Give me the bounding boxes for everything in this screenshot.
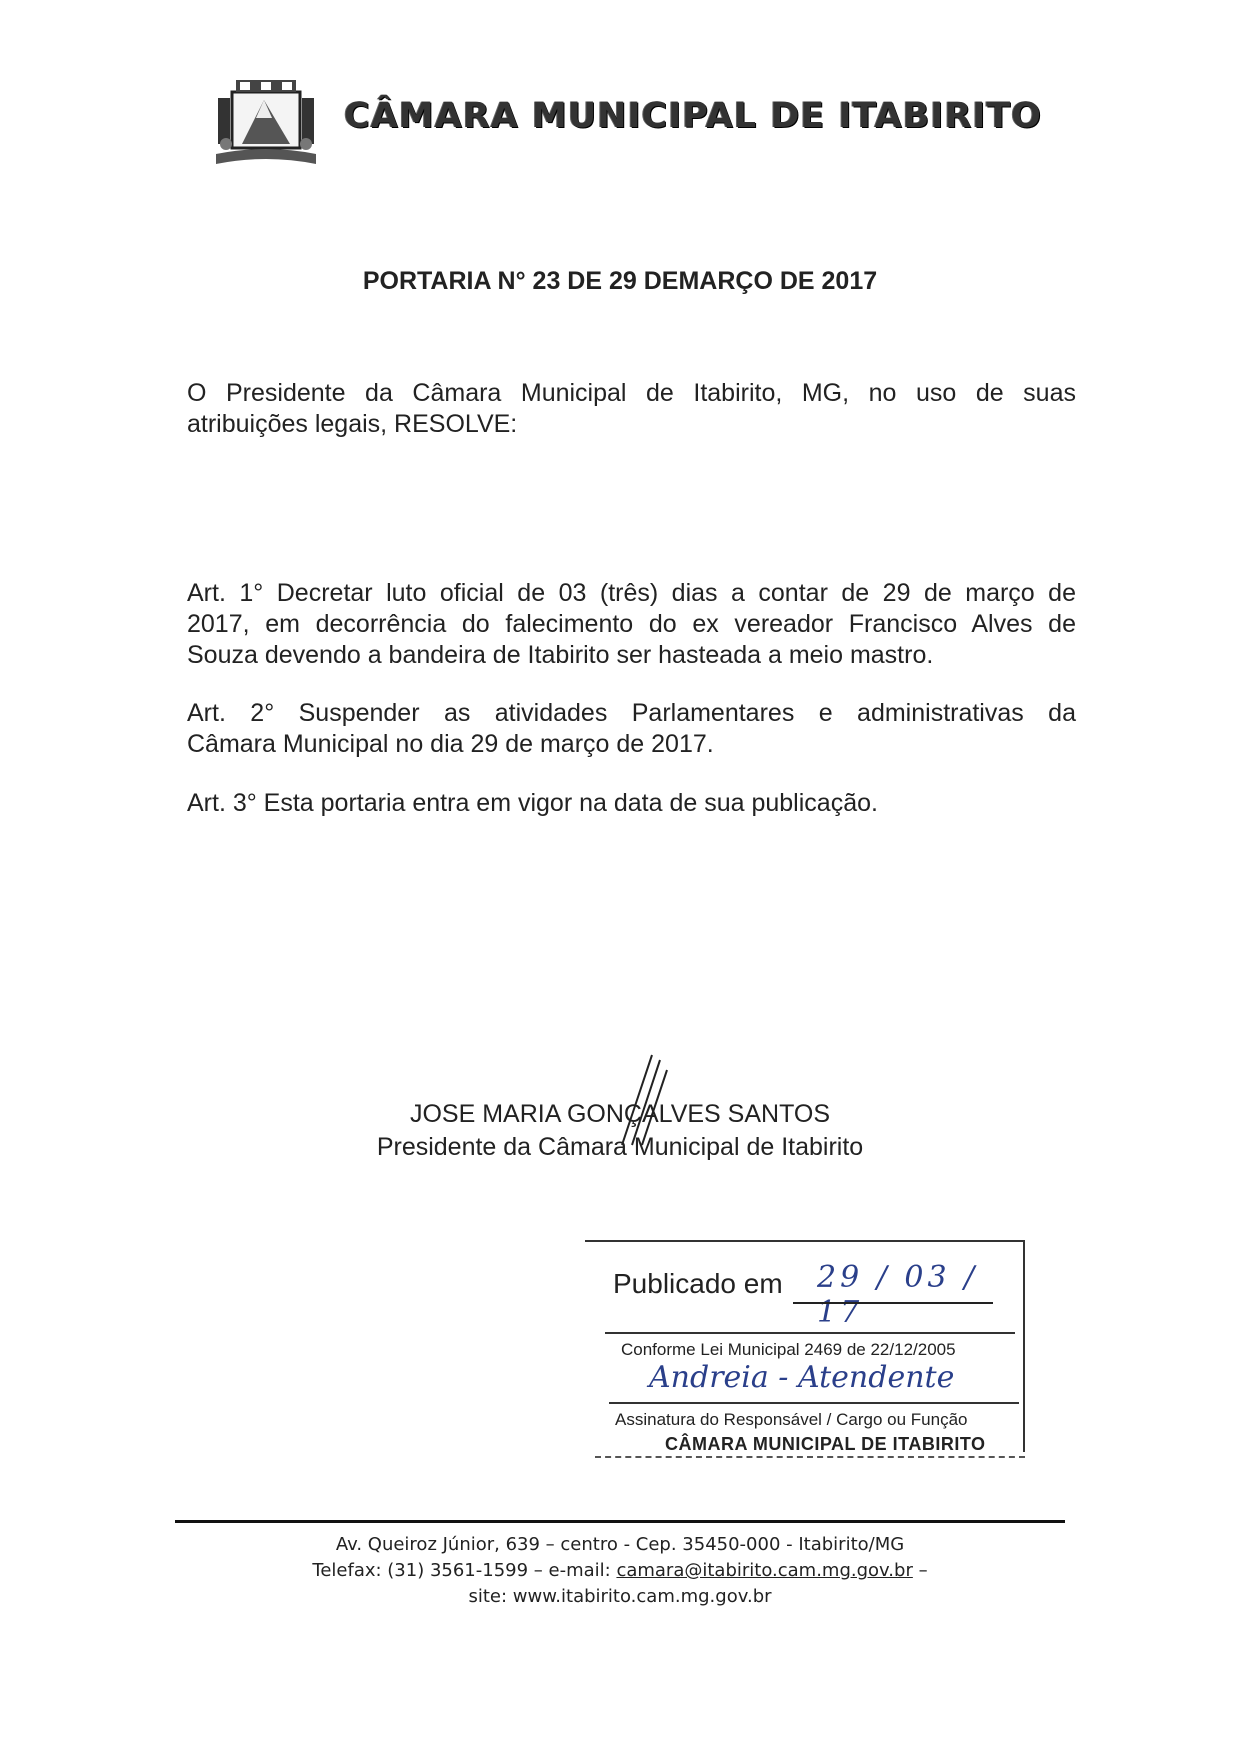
- organization-name: CÂMARA MUNICIPAL DE ITABIRITO: [344, 96, 1042, 136]
- article-line: Art. 1° Decretar luto oficial de 03 (três) dias a contar de 29 de março de: [187, 579, 1076, 607]
- article-line: 2017, em decorrência do falecimento do ex vereador Francisco Alves de: [187, 610, 1076, 638]
- footer-phone: Telefax: (31) 3561-1599 – e-mail:: [312, 1560, 617, 1581]
- letterhead: [214, 78, 1094, 168]
- intro-paragraph: [187, 378, 1076, 440]
- date-underline: [793, 1302, 993, 1304]
- article-3: [187, 788, 1076, 819]
- intro-line: atribuições legais, RESOLVE:: [187, 410, 518, 438]
- footer-site: site: www.itabirito.cam.mg.gov.br: [468, 1586, 772, 1607]
- stamp-border: [595, 1456, 1025, 1458]
- article-line: Câmara Municipal no dia 29 de março de 2017.: [187, 730, 714, 758]
- signature-line: [609, 1402, 1019, 1404]
- publication-stamp: [585, 1240, 1033, 1478]
- signatory-name: JOSE MARIA GONÇALVES SANTOS: [409, 1100, 831, 1128]
- published-label: Publicado em: [613, 1268, 783, 1299]
- footer-address: Av. Queiroz Júnior, 639 – centro - Cep. 35450-000 - Itabirito/MG: [335, 1534, 905, 1555]
- footer-contact: [0, 1558, 1240, 1584]
- footer-divider: [175, 1520, 1065, 1523]
- stamp-organization: CÂMARA MUNICIPAL DE ITABIRITO: [665, 1434, 986, 1454]
- stamp-border: [585, 1240, 1025, 1242]
- handwritten-signature: Andreia - Atendente: [649, 1360, 955, 1395]
- law-note: Conforme Lei Municipal 2469 de 22/12/2005: [621, 1340, 956, 1359]
- document-title: PORTARIA N° 23 DE 29 DEMARÇO DE 2017: [362, 267, 878, 295]
- article-1: [187, 578, 1076, 671]
- article-2: [187, 698, 1076, 760]
- signatory-role: Presidente da Câmara Municipal de Itabirito: [376, 1133, 864, 1161]
- article-line: Souza devendo a bandeira de Itabirito ser hasteada a meio mastro.: [187, 641, 934, 669]
- stamp-divider: [605, 1332, 1015, 1334]
- article-line: Art. 3° Esta portaria entra em vigor na data de sua publicação.: [187, 789, 878, 817]
- footer-email-suffix: –: [912, 1560, 928, 1581]
- municipal-crest-icon: [214, 78, 318, 166]
- published-date: 29 / 03 / 17: [817, 1260, 979, 1330]
- article-line: Art. 2° Suspender as atividades Parlamentares e administrativas da: [187, 699, 1076, 727]
- intro-line: O Presidente da Câmara Municipal de Itabirito, MG, no uso de suas: [187, 379, 1076, 407]
- signature-label: Assinatura do Responsável / Cargo ou Função: [615, 1410, 968, 1429]
- footer-email-link[interactable]: camara@itabirito.cam.mg.gov.br: [616, 1560, 913, 1581]
